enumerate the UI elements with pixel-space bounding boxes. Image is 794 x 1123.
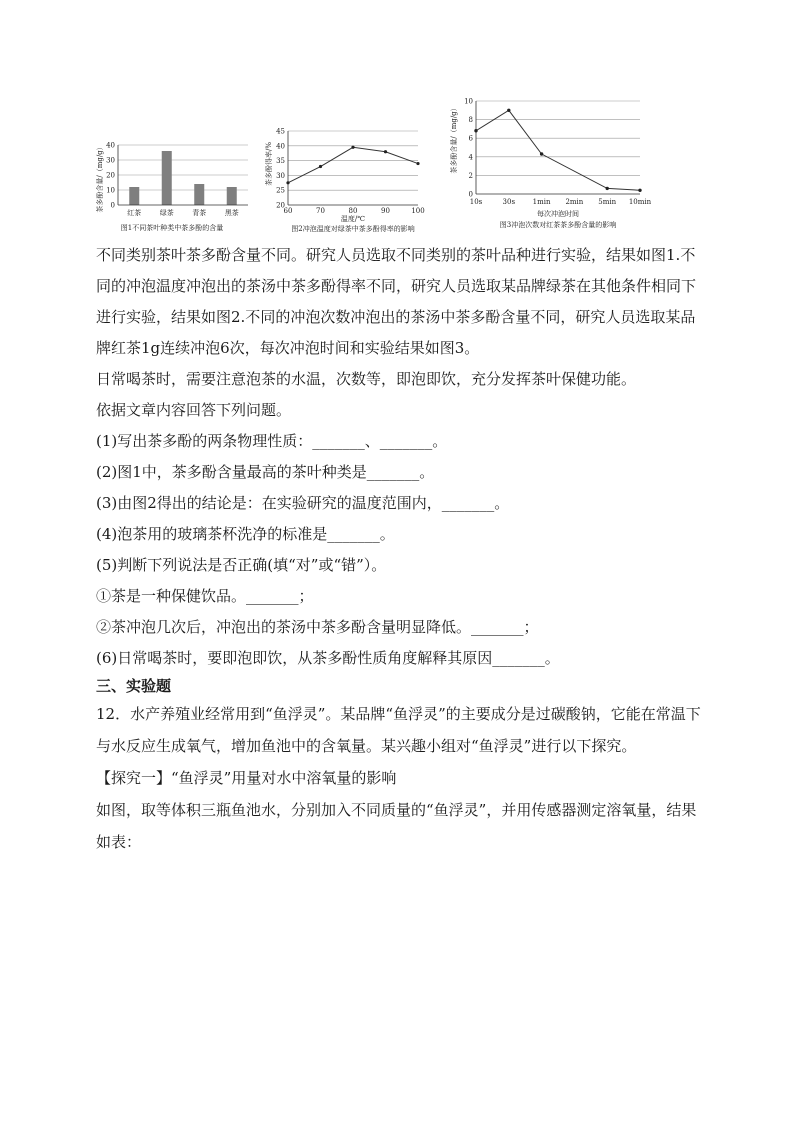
fig2-point-2 [351, 146, 354, 149]
question-4: (4)泡茶用的玻璃茶杯洗净的标准是_______。 [96, 525, 395, 543]
fig2-ytick-3: 35 [276, 157, 285, 166]
fig1-ytick-3: 30 [106, 156, 115, 165]
fig3-ytick-2: 4 [468, 153, 473, 162]
paragraph-tip: 日常喝茶时，需要注意泡茶的水温，次数等，即泡即饮，充分发挥茶叶保健功能。 [96, 370, 637, 388]
fig1-bar-1 [162, 151, 172, 205]
question-1: (1)写出茶多酚的两条物理性质：_______、_______。 [96, 432, 448, 450]
fig2-point-3 [384, 150, 387, 153]
fig1-xtick-0: 红茶 [127, 209, 142, 217]
fig3-xtick-4: 5min [598, 198, 617, 206]
fig1-caption: 图1不同茶叶种类中茶多酚的含量 [120, 224, 224, 232]
fig2-ytick-2: 30 [276, 171, 285, 180]
fig3-caption: 图3冲泡次数对红茶茶多酚含量的影响 [499, 221, 617, 229]
fig3-ytick-4: 8 [468, 116, 473, 125]
question-3: (3)由图2得出的结论是：在实验研究的温度范围内，_______。 [96, 494, 510, 512]
article-body [96, 240, 708, 858]
fig1-ytick-4: 40 [106, 141, 115, 150]
fig2-point-4 [416, 162, 419, 165]
question-5-item-1: ①茶是一种保健饮品。_______； [96, 587, 314, 605]
question-2: (2)图1中，茶多酚含量最高的茶叶种类是_______。 [96, 463, 435, 481]
fig2-xtick-3: 90 [381, 207, 390, 215]
figure-1 [92, 138, 252, 238]
fig3-xtick-0: 10s [469, 198, 483, 206]
fig3-xlabel: 每次冲泡时间 [537, 210, 579, 218]
fig1-xtick-1: 绿茶 [159, 209, 174, 217]
figure-2 [262, 124, 432, 234]
fig2-point-0 [286, 181, 289, 184]
fig2-ytick-4: 40 [276, 142, 285, 151]
fig1-xtick-3: 黑茶 [224, 209, 239, 217]
fig2-xtick-4: 100 [411, 207, 425, 215]
fig1-ytick-1: 10 [106, 186, 115, 195]
fig1-bar-2 [194, 184, 204, 205]
fig2-xtick-0: 60 [283, 207, 293, 215]
question-6: (6)日常喝茶时，要即泡即饮，从茶多酚性质角度解释其原因_______。 [96, 649, 560, 667]
fig2-series-line [288, 147, 418, 183]
fig2-ylabel: 茶多酚得率/% [265, 141, 273, 187]
fig3-xtick-2: 1min [532, 198, 551, 206]
fig3-series-line [476, 110, 640, 190]
fig1-bar-3 [227, 187, 237, 205]
fig2-xtick-2: 80 [348, 207, 358, 215]
fig3-point-0 [474, 129, 477, 132]
instruction: 依据文章内容回答下列问题。 [96, 401, 292, 419]
fig3-ytick-0: 0 [468, 190, 473, 199]
figure-3 [446, 94, 666, 234]
fig2-ytick-0: 20 [276, 201, 285, 210]
question-5-item-2: ②茶冲泡几次后，冲泡出的茶汤中茶多酚含量明显降低。_______； [96, 618, 539, 636]
fig2-ytick-5: 45 [276, 127, 285, 136]
fig1-ylabel: 茶多酚含量/（mg/g） [96, 143, 104, 213]
fig1-xtick-2: 青茶 [192, 209, 207, 217]
fig3-ylabel: 茶多酚含量/（mg/g） [450, 104, 458, 174]
fig1-bar-0 [129, 187, 139, 205]
fig3-point-1 [507, 109, 510, 112]
fig3-ytick-5: 10 [464, 97, 473, 106]
fig2-point-1 [319, 165, 322, 168]
fig3-point-2 [540, 152, 543, 155]
fig3-point-3 [606, 187, 609, 190]
paragraph-intro: 不同类别茶叶茶多酚含量不同。研究人员选取不同类别的茶叶品种进行实验，结果如图1.不同的冲泡温度冲泡出的茶汤中茶多酚得率不同，研究人员选取某品牌绿茶在其他条件相同下进行实验，结果如图2.不同的冲泡次数冲泡出的茶汤中茶多酚含量不同，研究人员选取某品牌红茶1g连续冲泡6次，每次冲泡时间和实验结果如图3。 [96, 246, 697, 357]
fig3-point-4 [638, 189, 641, 192]
fig1-ytick-2: 20 [106, 171, 115, 180]
fig2-ytick-1: 25 [276, 186, 285, 195]
fig3-xtick-3: 2min [565, 198, 584, 206]
section-heading: 三、实验题 [96, 677, 172, 695]
fig3-ytick-3: 6 [468, 134, 473, 143]
question-5: (5)判断下列说法是否正确(填“对”或“错”）。 [96, 556, 387, 574]
question-12-part-1-text: 如图，取等体积三瓶鱼池水，分别加入不同质量的“鱼浮灵”，并用传感器测定溶氧量，结果如表： [96, 801, 697, 851]
fig3-xtick-1: 30s [502, 198, 516, 206]
fig3-xtick-5: 10min [628, 198, 652, 206]
fig1-ytick-0: 0 [110, 201, 115, 210]
question-12-part-1-title: 【探究一】“鱼浮灵”用量对水中溶氧量的影响 [96, 769, 397, 787]
fig2-caption: 图2冲泡温度对绿茶中茶多酚得率的影响 [291, 225, 415, 233]
fig3-ytick-1: 2 [468, 171, 473, 180]
question-12-stem: 12．水产养殖业经常用到“鱼浮灵”。某品牌“鱼浮灵”的主要成分是过碳酸钠，它能在常温下与水反应生成氧气，增加鱼池中的含氧量。某兴趣小组对“鱼浮灵”进行以下探究。 [96, 705, 701, 755]
fig2-xlabel: 温度/℃ [340, 215, 366, 223]
fig2-xtick-1: 70 [316, 207, 325, 215]
